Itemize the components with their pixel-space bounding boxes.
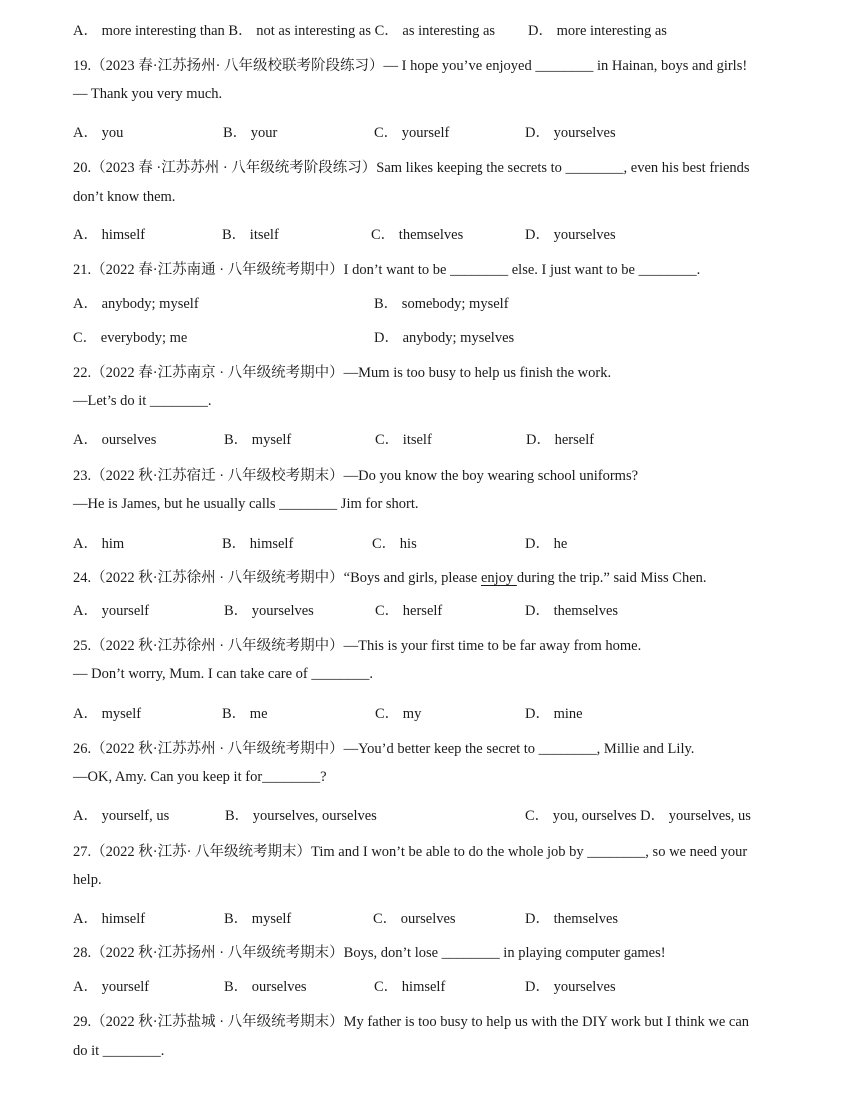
question-25: 25.（2022 秋·江苏徐州 · 八年级统考期中）—This is your first time to be far away from home. (73, 638, 642, 654)
question-27: 27.（2022 秋·江苏· 八年级统考期末）Tim and I won’t be able to do the whole job by ________, so we need your (73, 844, 748, 860)
answer-option: D． he (525, 536, 568, 552)
answer-option: B． me (222, 706, 268, 722)
answer-option: C． yourself (374, 125, 450, 141)
answer-option: C． themselves (371, 227, 464, 243)
question-20: 20.（2023 春 ·江苏苏州 · 八年级统考阶段练习）Sam likes keeping the secrets to ________, even his best friends (73, 160, 750, 176)
answer-option: A． him (73, 536, 125, 552)
answer-option: C． everybody; me (73, 330, 188, 346)
answer-option: D． yourselves (525, 979, 616, 995)
answer-option: B． itself (222, 227, 279, 243)
question-21: 21.（2022 春·江苏南通 · 八年级统考期中）I don’t want to be ________ else. I just want to be ________. (73, 262, 701, 278)
answer-option: D． themselves (525, 911, 619, 927)
answer-option: B． myself (224, 911, 292, 927)
answer-option: A． yourself (73, 979, 150, 995)
answer-option: B． myself (224, 432, 292, 448)
answer-option: D． yourselves (525, 125, 616, 141)
answer-option: C． herself (375, 603, 443, 619)
answer-option: B． your (223, 125, 278, 141)
answer-option: A． yourself, us (73, 808, 170, 824)
question-29: 29.（2022 秋·江苏盐城 · 八年级统考期末）My father is too busy to help us with the DIY work but I think we can (73, 1014, 750, 1030)
answer-option: A． you (73, 125, 124, 141)
answer-option: B． somebody; myself (374, 296, 509, 312)
answer-option: D． mine (525, 706, 583, 722)
answer-option: A． ourselves (73, 432, 157, 448)
answer-option: C． you, ourselves D． yourselves, us (525, 808, 751, 824)
answer-option: A． himself (73, 911, 146, 927)
answer-option: C． my (375, 706, 422, 722)
answer-option: A． yourself (73, 603, 150, 619)
question-22: 22.（2022 春·江苏南京 · 八年级统考期中）—Mum is too busy to help us finish the work. (73, 365, 612, 381)
answer-option: D． more interesting as (528, 23, 667, 39)
answer-option: C． himself (374, 979, 446, 995)
answer-option: D． themselves (525, 603, 619, 619)
question-text: during the trip.” said Miss Chen. (516, 570, 707, 586)
underlined-word: enjoy (480, 570, 517, 586)
answer-option: A． himself (73, 227, 146, 243)
question-26: 26.（2022 秋·江苏苏州 · 八年级统考期中）—You’d better keep the secret to ________, Millie and Lily. (73, 741, 695, 757)
answer-option: B． yourselves (224, 603, 314, 619)
question-23: 23.（2022 秋·江苏宿迁 · 八年级校考期末）—Do you know the boy wearing school uniforms? (73, 468, 639, 484)
question-line: — Thank you very much. (73, 86, 223, 102)
answer-option: B． himself (222, 536, 294, 552)
answer-option: C． itself (375, 432, 432, 448)
question-line: —He is James, but he usually calls ________ Jim for short. (73, 496, 419, 512)
question-19: 19.（2023 春·江苏扬州· 八年级校联考阶段练习）— I hope you’ve enjoyed ________ in Hainan, boys and girls! (73, 58, 748, 74)
answer-option: A． more interesting than B． not as interesting as C． as interesting as (73, 23, 496, 39)
answer-option: C． his (372, 536, 417, 552)
question-text: 24.（2022 秋·江苏徐州 · 八年级统考期中）“Boys and girls, please (73, 570, 481, 586)
answer-option: D． anybody; myselves (374, 330, 515, 346)
answer-option: A． myself (73, 706, 142, 722)
answer-option: B． yourselves, ourselves (225, 808, 377, 824)
question-line: don’t know them. (73, 189, 176, 205)
answer-option: C． ourselves (373, 911, 456, 927)
answer-option: A． anybody; myself (73, 296, 199, 312)
question-line: help. (73, 872, 102, 888)
question-line: —Let’s do it ________. (73, 393, 212, 409)
answer-option: D． yourselves (525, 227, 616, 243)
question-line: do it ________. (73, 1043, 165, 1059)
question-line: — Don’t worry, Mum. I can take care of ________. (73, 666, 373, 682)
answer-option: B． ourselves (224, 979, 307, 995)
question-24 (73, 569, 707, 587)
answer-option: D． herself (526, 432, 595, 448)
question-line: —OK, Amy. Can you keep it for________? (73, 769, 327, 785)
question-28: 28.（2022 秋·江苏扬州 · 八年级统考期末）Boys, don’t lose ________ in playing computer games! (73, 945, 666, 961)
